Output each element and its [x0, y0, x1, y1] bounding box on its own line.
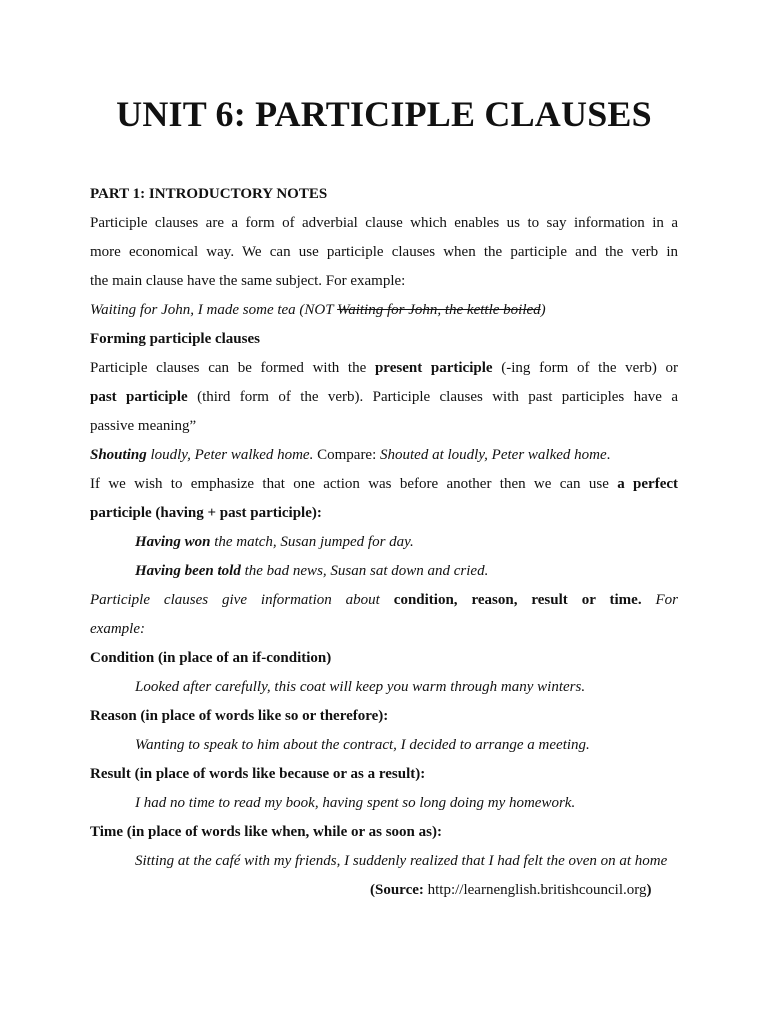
intro-line-1: Participle clauses are a form of adverbial clause which enables us to say information in a: [90, 215, 678, 231]
forming-line-1: [90, 358, 678, 378]
forming-heading: Forming participle clauses: [90, 331, 260, 347]
perfect-text: If we wish to emphasize that one action was before another then we can use: [90, 476, 618, 492]
example-text: Waiting for John, I made some tea (NOT: [90, 302, 338, 318]
info-line-1: [90, 590, 678, 610]
example-text: loudly, Peter walked home.: [146, 447, 314, 463]
source-citation: [370, 880, 690, 900]
page-title: UNIT 6: PARTICIPLE CLAUSES: [116, 94, 652, 134]
forming-text: Participle clauses can be formed with the: [90, 360, 375, 376]
example-period: .: [606, 447, 611, 463]
section-example-condition: Looked after carefully, this coat will keep you warm through many winters.: [135, 679, 586, 695]
source-label: Source:: [375, 882, 424, 898]
info-text: For: [641, 592, 679, 608]
section-heading-result: Result (in place of words like because or as a result):: [90, 766, 426, 782]
example-term: Having been told: [135, 563, 241, 579]
source-paren: (: [370, 882, 375, 898]
present-participle-term: present participle: [374, 360, 493, 376]
perfect-example-1: [135, 532, 725, 552]
example-close: ): [540, 302, 546, 318]
section-heading-reason: Reason (in place of words like so or therefore):: [90, 708, 389, 724]
intro-line-2: more economical way. We can use participle clauses when the participle and the verb in: [90, 244, 678, 260]
perfect-term: a perfect: [617, 476, 679, 492]
info-line-2: example:: [90, 621, 145, 637]
example-term: Having won: [135, 534, 211, 550]
section-heading-condition: Condition (in place of an if-condition): [90, 650, 332, 666]
compare-label: Compare:: [313, 447, 381, 463]
past-participle-term: past participle: [90, 389, 188, 405]
forming-line-2: [90, 387, 678, 407]
forming-text: (-ing form of the verb) or: [492, 360, 679, 376]
perfect-line-1: [90, 474, 678, 494]
example-text: the match, Susan jumped for day.: [210, 534, 414, 550]
example-text: the bad news, Susan sat down and cried.: [240, 563, 489, 579]
intro-line-3: the main clause have the same subject. For example:: [90, 273, 406, 289]
example-text: Shouted at loudly, Peter walked home: [380, 447, 607, 463]
section-example-time: Sitting at the café with my friends, I suddenly realized that I had felt the oven on at home: [135, 853, 668, 869]
forming-text: (third form of the verb). Participle clauses with past participles have a: [187, 389, 678, 405]
perfect-example-2: [135, 561, 725, 581]
info-text: Participle clauses give information about: [90, 592, 394, 608]
shouting-term: Shouting: [90, 447, 147, 463]
info-terms: condition, reason, result or time.: [393, 592, 642, 608]
forming-line-3: passive meaning”: [90, 418, 197, 434]
source-url: http://learnenglish.britishcouncil.org: [423, 882, 647, 898]
perfect-line-2: participle (having + past participle):: [90, 505, 322, 521]
source-paren: ): [646, 882, 652, 898]
part-heading: PART 1: INTRODUCTORY NOTES: [90, 186, 328, 202]
section-example-reason: Wanting to speak to him about the contract, I decided to arrange a meeting.: [135, 737, 590, 753]
example-waiting: [90, 300, 678, 320]
section-heading-time: Time (in place of words like when, while or as soon as):: [90, 824, 442, 840]
section-example-result: I had no time to read my book, having spent so long doing my homework.: [135, 795, 576, 811]
example-shouting: [90, 445, 678, 465]
struck-example: Waiting for John, the kettle boiled: [337, 302, 541, 318]
